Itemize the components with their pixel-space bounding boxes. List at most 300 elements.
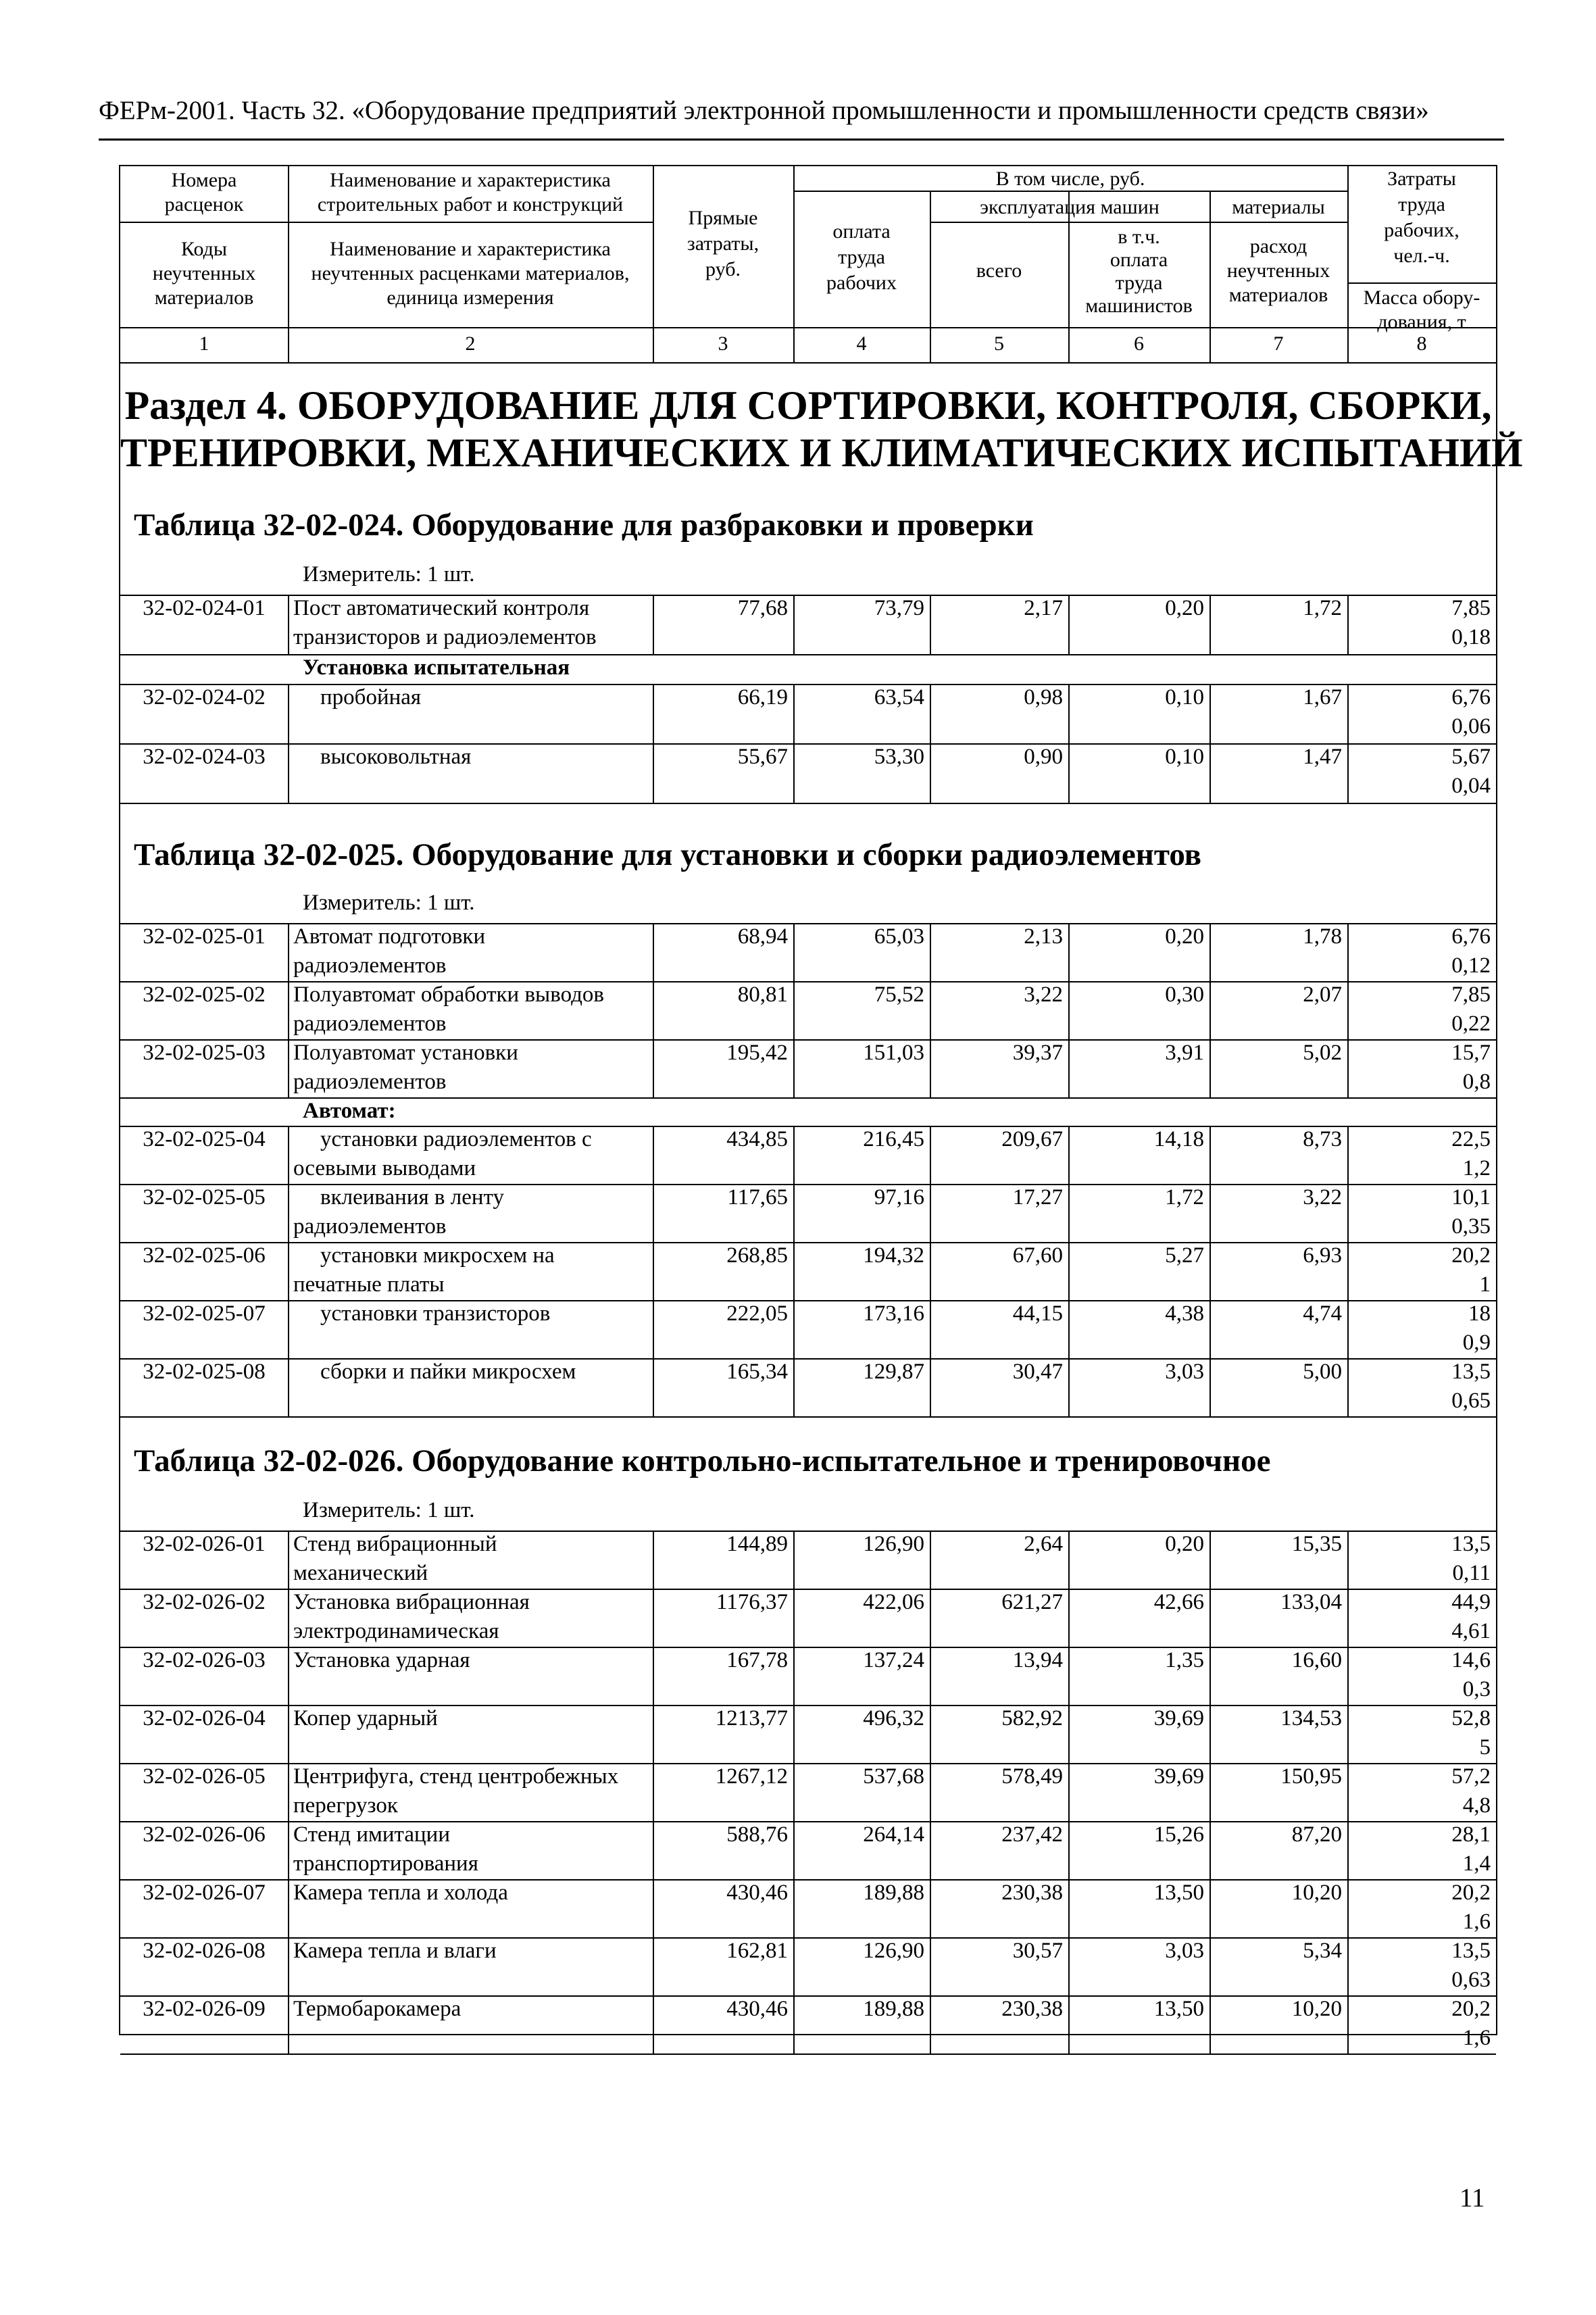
value-mat: 8,73 [1303, 1127, 1342, 1151]
cell-vertical [653, 923, 654, 981]
cell-vertical [653, 1705, 654, 1763]
cell-vertical [288, 1184, 289, 1242]
work-name: Полуавтомат обработки выводов [293, 982, 605, 1007]
cell-vertical [930, 1039, 931, 1097]
unit-label: Измеритель: 1 шт. [303, 1498, 475, 1522]
cell-vertical [288, 684, 289, 743]
table-title: Таблица 32-02-026. Оборудование контрольно-испытательное и тренировочное [134, 1443, 1271, 1478]
header-label: неучтенных расценками материалов, [311, 262, 630, 284]
value-mach-labor: 3,91 [1165, 1041, 1204, 1065]
value-direct: 144,89 [726, 1532, 788, 1556]
cell-vertical [1210, 1242, 1211, 1300]
cell-vertical [1068, 684, 1070, 743]
work-name: Копер ударный [293, 1706, 438, 1731]
value-direct: 1267,12 [715, 1764, 788, 1789]
rate-code: 32-02-024-01 [143, 596, 266, 620]
unit-label: Измеритель: 1 шт. [303, 562, 475, 587]
work-name: осевыми выводами [293, 1156, 476, 1180]
value-labor-hours: 10,1 [1451, 1185, 1491, 1210]
value-mach: 230,38 [1001, 1997, 1063, 2021]
value-mat: 1,47 [1303, 745, 1342, 769]
work-name: пробойная [320, 685, 422, 710]
cell-vertical [1347, 1039, 1349, 1097]
cell-vertical [1347, 1589, 1349, 1647]
value-labor-hours: 20,2 [1451, 1881, 1491, 1905]
value-mach-labor: 15,26 [1153, 1822, 1204, 1847]
cell-vertical [930, 1705, 931, 1763]
cell-vertical [288, 1879, 289, 1937]
cell-vertical [793, 1995, 795, 2053]
value-labor-hours: 6,76 [1451, 924, 1491, 949]
cell-vertical [930, 981, 931, 1039]
value-direct: 66,19 [737, 685, 788, 710]
cell-vertical [1210, 1647, 1211, 1705]
value-mat: 133,04 [1280, 1590, 1342, 1614]
cell-vertical [930, 1358, 931, 1416]
work-name: Стенд вибрационный [293, 1532, 497, 1556]
cell-vertical [930, 1126, 931, 1184]
cell-vertical [653, 1242, 654, 1300]
cell-vertical [793, 1126, 795, 1184]
unit-label: Измеритель: 1 шт. [303, 891, 475, 915]
work-name: установки микросхем на [320, 1243, 555, 1268]
cell-vertical [1347, 1126, 1349, 1184]
header-bottom-border [120, 327, 1496, 328]
cell-vertical [1347, 1995, 1349, 2053]
header-label: Прямые [688, 207, 758, 229]
row-border [120, 2053, 1496, 2055]
cell-vertical [793, 1184, 795, 1242]
cell-vertical [653, 1300, 654, 1358]
work-name: высоковольтная [320, 745, 472, 769]
cell-vertical [930, 1589, 931, 1647]
header-rule [99, 139, 1504, 141]
value-direct: 77,68 [737, 596, 788, 620]
cell-vertical [1210, 1705, 1211, 1763]
value-direct: 117,65 [727, 1185, 788, 1210]
cell-vertical [1068, 1589, 1070, 1647]
cell-vertical [653, 1995, 654, 2053]
cell-vertical [1210, 1589, 1211, 1647]
header-label: труда [1115, 272, 1163, 294]
cell-vertical [288, 1530, 289, 1589]
value-labor: 422,06 [863, 1590, 924, 1614]
cell-vertical [653, 1126, 654, 1184]
work-name: Камера тепла и влаги [293, 1939, 497, 1963]
page-header: ФЕРм-2001. Часть 32. «Оборудование предприятий электронной промышленности и промышленности средств связи» [99, 96, 1429, 125]
cell-vertical [930, 1647, 931, 1705]
value-labor-hours: 15,7 [1451, 1041, 1491, 1065]
value-mass: 0,06 [1451, 714, 1491, 739]
value-mass: 4,8 [1462, 1793, 1491, 1818]
column-number: 2 [465, 332, 476, 355]
header-divider [793, 191, 1347, 192]
cell-vertical [1210, 1821, 1211, 1879]
cell-vertical [1068, 1358, 1070, 1416]
header-label: Масса обору- [1363, 287, 1480, 309]
cell-vertical [1068, 1879, 1070, 1937]
value-labor: 73,79 [874, 596, 924, 620]
value-labor: 137,24 [863, 1648, 924, 1672]
column-numbers-border [120, 362, 1496, 364]
cell-vertical [793, 1589, 795, 1647]
value-mass: 5 [1479, 1735, 1491, 1760]
work-name: Камера тепла и холода [293, 1881, 508, 1905]
rate-code: 32-02-026-04 [143, 1706, 266, 1731]
cell-vertical [1347, 1705, 1349, 1763]
cell-vertical [930, 743, 931, 803]
cell-vertical [1068, 1242, 1070, 1300]
header-label: труда [838, 246, 885, 268]
cell-vertical [288, 1242, 289, 1300]
value-mach: 30,47 [1012, 1360, 1063, 1384]
rate-code: 32-02-026-02 [143, 1590, 266, 1614]
cell-vertical [1347, 1242, 1349, 1300]
section-title: Раздел 4. ОБОРУДОВАНИЕ ДЛЯ СОРТИРОВКИ, КОНТРОЛЯ, СБОРКИ, [124, 383, 1492, 428]
cell-vertical [1347, 1184, 1349, 1242]
table-title: Таблица 32-02-024. Оборудование для разбраковки и проверки [134, 507, 1034, 543]
value-mach: 2,13 [1024, 924, 1063, 949]
cell-vertical [1068, 1995, 1070, 2053]
page-number: 11 [1460, 2183, 1485, 2212]
work-name: Центрифуга, стенд центробежных [293, 1764, 619, 1789]
cell-vertical [653, 1358, 654, 1416]
header-label: оплата [832, 220, 891, 243]
cell-vertical [1068, 1647, 1070, 1705]
value-mach-labor: 1,35 [1165, 1648, 1204, 1672]
value-labor: 189,88 [863, 1997, 924, 2021]
cell-vertical [1347, 1647, 1349, 1705]
header-label: чел.-ч. [1393, 245, 1450, 267]
value-mat: 5,34 [1303, 1939, 1342, 1963]
header-label: затраты, [687, 232, 759, 255]
work-name: установки транзисторов [320, 1301, 551, 1326]
cell-vertical [288, 1995, 289, 2053]
value-labor: 97,16 [874, 1185, 924, 1210]
value-mass: 0,22 [1451, 1012, 1491, 1036]
cell-vertical [1347, 1821, 1349, 1879]
value-mat: 5,02 [1303, 1041, 1342, 1065]
value-mach: 44,15 [1012, 1301, 1063, 1326]
value-mat: 3,22 [1303, 1185, 1342, 1210]
rate-code: 32-02-026-09 [143, 1997, 266, 2021]
cell-vertical [1068, 1300, 1070, 1358]
header-label: В том числе, руб. [995, 168, 1145, 190]
cell-vertical [793, 743, 795, 803]
cell-vertical [930, 1184, 931, 1242]
column-number: 1 [199, 332, 209, 355]
header-label: материалов [1228, 284, 1328, 306]
value-labor-hours: 7,85 [1451, 596, 1491, 620]
cell-vertical [1347, 981, 1349, 1039]
cell-vertical [288, 595, 289, 654]
value-mat: 10,20 [1291, 1881, 1342, 1905]
cell-vertical [653, 743, 654, 803]
rate-code: 32-02-025-06 [143, 1243, 266, 1268]
cell-vertical [653, 1184, 654, 1242]
work-name: Пост автоматический контроля [293, 596, 590, 620]
cell-vertical [1068, 981, 1070, 1039]
work-name: Стенд имитации [293, 1822, 450, 1847]
value-labor: 65,03 [874, 924, 924, 949]
header-divider [930, 222, 1347, 223]
cell-vertical [288, 1300, 289, 1358]
value-mach-labor: 0,10 [1165, 745, 1204, 769]
cell-vertical [793, 1937, 795, 1995]
value-mat: 6,93 [1303, 1243, 1342, 1268]
cell-vertical [288, 1039, 289, 1097]
cell-vertical [793, 1242, 795, 1300]
cell-vertical [930, 684, 931, 743]
cell-vertical [793, 1821, 795, 1879]
cell-vertical [930, 923, 931, 981]
value-mat: 150,95 [1280, 1764, 1342, 1789]
cell-vertical [288, 1705, 289, 1763]
cell-vertical [1210, 1879, 1211, 1937]
value-mat: 2,07 [1303, 982, 1342, 1007]
value-labor-hours: 13,5 [1451, 1360, 1491, 1384]
cell-vertical [288, 1126, 289, 1184]
work-name: радиоэлементов [293, 1012, 447, 1036]
value-mach-labor: 0,20 [1165, 596, 1204, 620]
cell-vertical [1068, 1184, 1070, 1242]
value-direct: 195,42 [726, 1041, 788, 1065]
header-label: рабочих, [1384, 219, 1460, 241]
header-label: материалов [154, 287, 254, 309]
cell-vertical [653, 1821, 654, 1879]
cell-vertical [1210, 1995, 1211, 2053]
value-mach-labor: 0,20 [1165, 924, 1204, 949]
group-heading: Установка испытательная [303, 655, 570, 680]
work-name: Автомат подготовки [293, 924, 486, 949]
cell-vertical [793, 1647, 795, 1705]
cell-vertical [1347, 923, 1349, 981]
value-mass: 1 [1479, 1272, 1491, 1297]
value-labor: 75,52 [874, 982, 924, 1007]
header-label: неучтенных [152, 262, 256, 284]
value-labor-hours: 13,5 [1451, 1939, 1491, 1963]
value-labor: 216,45 [863, 1127, 924, 1151]
value-direct: 167,78 [726, 1648, 788, 1672]
value-mat: 10,20 [1291, 1997, 1342, 2021]
value-labor-hours: 44,9 [1451, 1590, 1491, 1614]
cell-vertical [793, 595, 795, 654]
cell-vertical [653, 595, 654, 654]
cell-vertical [1210, 1763, 1211, 1821]
rate-code: 32-02-024-02 [143, 685, 266, 710]
rate-code: 32-02-026-03 [143, 1648, 266, 1672]
rate-code: 32-02-026-06 [143, 1822, 266, 1847]
value-labor-hours: 52,8 [1451, 1706, 1491, 1731]
value-direct: 430,46 [726, 1881, 788, 1905]
cell-vertical [1210, 1530, 1211, 1589]
cell-vertical [288, 981, 289, 1039]
value-mat: 1,72 [1303, 596, 1342, 620]
header-label: Затраты [1387, 168, 1456, 190]
rate-code: 32-02-025-03 [143, 1041, 266, 1065]
value-labor-hours: 6,76 [1451, 685, 1491, 710]
value-mach-labor: 13,50 [1153, 1997, 1204, 2021]
value-labor: 189,88 [863, 1881, 924, 1905]
cell-vertical [793, 684, 795, 743]
work-name: Полуавтомат установки [293, 1041, 518, 1065]
value-mach-labor: 3,03 [1165, 1939, 1204, 1963]
value-mach: 2,17 [1024, 596, 1063, 620]
value-labor-hours: 13,5 [1451, 1532, 1491, 1556]
value-mat: 134,53 [1280, 1706, 1342, 1731]
value-mat: 1,67 [1303, 685, 1342, 710]
header-label: дования, т [1377, 311, 1466, 333]
cell-vertical [1068, 923, 1070, 981]
value-mach-labor: 0,30 [1165, 982, 1204, 1007]
cell-vertical [1068, 1705, 1070, 1763]
value-direct: 1176,37 [716, 1590, 788, 1614]
work-name: Установка вибрационная [293, 1590, 530, 1614]
cell-vertical [1210, 1184, 1211, 1242]
value-mass: 0,11 [1452, 1561, 1491, 1585]
table-top-border [120, 165, 1496, 166]
header-label: машинистов [1085, 295, 1193, 317]
value-direct: 1213,77 [715, 1706, 788, 1731]
value-mat: 16,60 [1291, 1648, 1342, 1672]
value-mass: 0,8 [1462, 1070, 1491, 1094]
value-mass: 0,3 [1462, 1677, 1491, 1701]
cell-vertical [1347, 1358, 1349, 1416]
value-mach: 209,67 [1001, 1127, 1063, 1151]
column-number: 4 [856, 332, 867, 355]
value-direct: 588,76 [726, 1822, 788, 1847]
value-mach: 30,57 [1012, 1939, 1063, 1963]
value-labor-hours: 28,1 [1451, 1822, 1491, 1847]
cell-vertical [1210, 981, 1211, 1039]
column-number: 7 [1273, 332, 1284, 355]
value-mach-labor: 42,66 [1153, 1590, 1204, 1614]
work-name: сборки и пайки микросхем [320, 1360, 576, 1384]
work-name: перегрузок [293, 1793, 398, 1818]
value-mach: 67,60 [1012, 1243, 1063, 1268]
cell-vertical [793, 981, 795, 1039]
value-mach-labor: 39,69 [1153, 1706, 1204, 1731]
work-name: вклеивания в ленту [320, 1185, 505, 1210]
cell-vertical [1347, 1300, 1349, 1358]
value-mass: 0,04 [1451, 774, 1491, 798]
value-direct: 222,05 [726, 1301, 788, 1326]
rate-code: 32-02-025-02 [143, 982, 266, 1007]
header-label: неучтенных [1226, 259, 1330, 282]
cell-vertical [1347, 1763, 1349, 1821]
value-labor-hours: 22,5 [1451, 1127, 1491, 1151]
header-label: расценок [164, 193, 244, 216]
header-label: оплата [1109, 249, 1168, 271]
rate-code: 32-02-025-05 [143, 1185, 266, 1210]
section-title: ТРЕНИРОВКИ, МЕХАНИЧЕСКИХ И КЛИМАТИЧЕСКИХ ИСПЫТАНИЙ [120, 430, 1523, 475]
cell-vertical [1068, 595, 1070, 654]
header-label: единица измерения [386, 287, 554, 309]
value-labor-hours: 14,6 [1451, 1648, 1491, 1672]
value-direct: 80,81 [737, 982, 788, 1007]
header-divider [120, 222, 653, 223]
header-label: Номера [171, 169, 237, 191]
value-mach: 39,37 [1012, 1041, 1063, 1065]
value-direct: 165,34 [726, 1360, 788, 1384]
header-label: эксплуатация машин [980, 196, 1159, 218]
rate-code: 32-02-025-08 [143, 1360, 266, 1384]
value-labor: 537,68 [863, 1764, 924, 1789]
cell-vertical [1068, 1530, 1070, 1589]
cell-vertical [1210, 1937, 1211, 1995]
value-mass: 0,9 [1462, 1330, 1491, 1355]
cell-vertical [1210, 743, 1211, 803]
cell-vertical [1068, 1937, 1070, 1995]
value-labor: 496,32 [863, 1706, 924, 1731]
cell-vertical [1068, 1126, 1070, 1184]
cell-vertical [1210, 1039, 1211, 1097]
value-labor: 53,30 [874, 745, 924, 769]
value-direct: 268,85 [726, 1243, 788, 1268]
rate-code: 32-02-026-01 [143, 1532, 266, 1556]
value-mass: 1,4 [1462, 1851, 1491, 1876]
cell-vertical [1210, 1126, 1211, 1184]
cell-vertical [653, 684, 654, 743]
work-name: радиоэлементов [293, 1070, 447, 1094]
work-name: транспортирования [293, 1851, 478, 1876]
cell-vertical [1210, 1358, 1211, 1416]
value-mach: 578,49 [1001, 1764, 1063, 1789]
value-mach: 13,94 [1012, 1648, 1063, 1672]
value-labor: 126,90 [863, 1532, 924, 1556]
value-labor-hours: 5,67 [1451, 745, 1491, 769]
cell-vertical [653, 1589, 654, 1647]
header-label: в т.ч. [1118, 226, 1160, 248]
value-labor: 129,87 [863, 1360, 924, 1384]
header-label: рабочих [826, 272, 897, 294]
cell-vertical [930, 1821, 931, 1879]
value-mach-labor: 3,03 [1165, 1360, 1204, 1384]
cell-vertical [793, 923, 795, 981]
value-labor-hours: 20,2 [1451, 1997, 1491, 2021]
cell-vertical [1347, 1937, 1349, 1995]
cell-vertical [930, 1995, 931, 2053]
cell-vertical [288, 1821, 289, 1879]
cell-vertical [1068, 743, 1070, 803]
cell-vertical [288, 1358, 289, 1416]
value-mach: 237,42 [1001, 1822, 1063, 1847]
cell-vertical [653, 1937, 654, 1995]
value-mass: 0,35 [1451, 1214, 1491, 1239]
value-labor: 173,16 [863, 1301, 924, 1326]
cell-vertical [930, 1937, 931, 1995]
cell-vertical [653, 1039, 654, 1097]
cell-vertical [1210, 1300, 1211, 1358]
value-labor: 151,03 [863, 1041, 924, 1065]
rate-code: 32-02-025-04 [143, 1127, 266, 1151]
value-mat: 4,74 [1303, 1301, 1342, 1326]
cell-vertical [793, 1705, 795, 1763]
cell-vertical [1347, 743, 1349, 803]
value-labor-hours: 57,2 [1451, 1764, 1491, 1789]
value-mach-labor: 39,69 [1153, 1764, 1204, 1789]
value-mat: 15,35 [1291, 1532, 1342, 1556]
value-mach-labor: 0,20 [1165, 1532, 1204, 1556]
column-number: 8 [1416, 332, 1427, 355]
work-name: электродинамическая [293, 1619, 499, 1643]
cell-vertical [1210, 684, 1211, 743]
header-label: Наименование и характеристика [330, 169, 611, 191]
work-name: Установка ударная [293, 1648, 470, 1672]
work-name: транзисторов и радиоэлементов [293, 625, 597, 649]
cell-vertical [288, 1937, 289, 1995]
cell-vertical [793, 1763, 795, 1821]
